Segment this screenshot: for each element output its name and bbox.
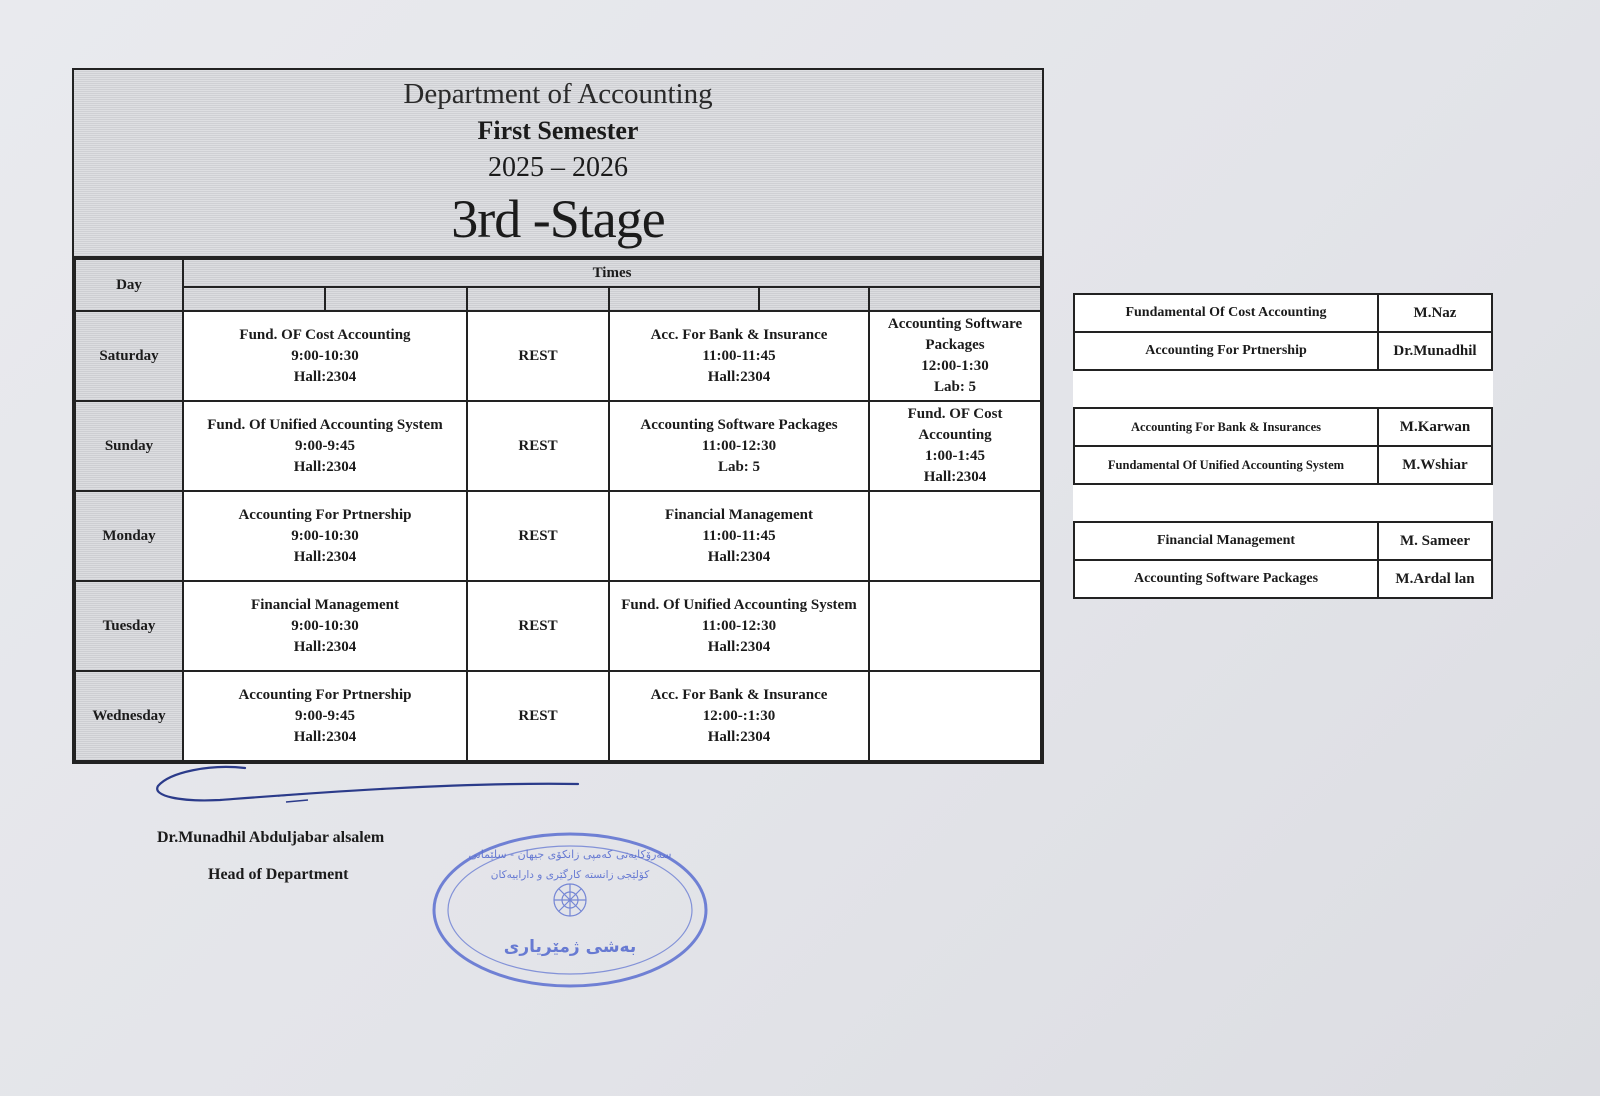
schedule-row-sunday <box>75 401 1041 491</box>
course-name: Fundamental Of Cost Accounting <box>1074 294 1378 332</box>
course-time: 9:00-10:30 <box>291 347 359 364</box>
class-slot <box>609 311 869 401</box>
signer-role: Head of Department <box>208 866 349 883</box>
day-name: Monday <box>75 491 183 581</box>
schedule-table <box>72 68 1044 764</box>
course-room: Hall:2304 <box>923 469 987 485</box>
course-name: Accounting For Prtnership <box>238 506 412 523</box>
course-time: 1:00-1:45 <box>925 448 986 464</box>
class-slot <box>609 671 869 761</box>
course-name: Fund. Of Unified Accounting System <box>621 596 857 613</box>
course-name: Accounting Software Packages <box>640 416 838 433</box>
course-time: 11:00-12:30 <box>701 437 777 454</box>
course-time: 12:00-:1:30 <box>702 707 776 724</box>
schedule-row-tuesday <box>75 581 1041 671</box>
stamp-text-3: بەشی ژمێریاری <box>503 937 637 957</box>
day-name: Sunday <box>75 401 183 491</box>
rest-slot: REST <box>467 491 609 581</box>
rest-slot: REST <box>467 311 609 401</box>
course-name: Fund. Of Unified Accounting System <box>207 416 443 433</box>
course-room: Hall:2304 <box>707 728 771 745</box>
instructor-name: M.Karwan <box>1378 408 1492 446</box>
course-time: 11:00-11:45 <box>702 347 776 364</box>
instructors-table <box>1073 293 1493 599</box>
instructor-row <box>1074 332 1492 370</box>
instructor-name: M. Sameer <box>1378 522 1492 560</box>
course-room: Hall:2304 <box>293 368 357 385</box>
instructor-name: M.Wshiar <box>1378 446 1492 484</box>
department-title: Department of Accounting <box>403 78 713 110</box>
course-name: Acc. For Bank & Insurance <box>650 686 828 703</box>
instructor-row <box>1074 294 1492 332</box>
course-room: Lab: 5 <box>717 458 761 475</box>
handwritten-signature <box>150 760 590 820</box>
instructor-row <box>1074 560 1492 598</box>
course-name: Financial Management <box>1074 522 1378 560</box>
schedule-row-wednesday <box>75 671 1041 761</box>
course-room: Hall:2304 <box>293 638 357 655</box>
course-room: Lab: 5 <box>933 379 977 395</box>
course-room: Hall:2304 <box>293 458 357 475</box>
class-slot <box>183 491 467 581</box>
course-name: Accounting For Prtnership <box>238 686 412 703</box>
course-room: Hall:2304 <box>293 728 357 745</box>
class-slot <box>869 311 1041 401</box>
course-name: Accounting Software Packages <box>1074 560 1378 598</box>
time-subheader <box>609 287 759 311</box>
time-subheader <box>869 287 1041 311</box>
course-time: 9:00-9:45 <box>295 437 355 454</box>
course-name: Accounting Software <box>887 316 1023 332</box>
course-name: Acc. For Bank & Insurance <box>650 326 828 343</box>
stamp-text-2: کۆلێجی زانستە کارگێری و داراییەکان <box>490 869 650 881</box>
course-name: Accounting For Prtnership <box>1074 332 1378 370</box>
times-column-header: Times <box>183 259 1041 287</box>
course-name: Financial Management <box>665 506 813 523</box>
course-name: Fundamental Of Unified Accounting System <box>1074 446 1378 484</box>
class-slot <box>869 401 1041 491</box>
class-slot <box>609 581 869 671</box>
course-room: Hall:2304 <box>707 638 771 655</box>
day-name: Tuesday <box>75 581 183 671</box>
empty-slot <box>869 671 1041 761</box>
class-slot <box>183 311 467 401</box>
course-name: Accounting <box>918 427 992 443</box>
time-subheader <box>467 287 609 311</box>
rest-slot: REST <box>467 581 609 671</box>
course-name: Fund. OF Cost Accounting <box>239 326 411 343</box>
course-name: Fund. OF Cost <box>907 406 1003 422</box>
class-slot <box>609 401 869 491</box>
stage-title: 3rd -Stage <box>451 189 665 249</box>
day-column-header: Day <box>75 259 183 311</box>
empty-slot <box>869 491 1041 581</box>
class-slot <box>183 401 467 491</box>
rest-slot: REST <box>467 401 609 491</box>
rest-slot: REST <box>467 671 609 761</box>
timetable-grid <box>74 258 1042 762</box>
empty-slot <box>869 581 1041 671</box>
day-name: Wednesday <box>75 671 183 761</box>
instructor-row <box>1074 446 1492 484</box>
course-time: 9:00-10:30 <box>291 617 359 634</box>
schedule-row-monday <box>75 491 1041 581</box>
day-name: Saturday <box>75 311 183 401</box>
instructor-name: Dr.Munadhil <box>1378 332 1492 370</box>
class-slot <box>183 581 467 671</box>
course-name: Packages <box>925 337 985 353</box>
table-gap <box>1074 484 1492 522</box>
signer-name: Dr.Munadhil Abduljabar alsalem <box>157 829 385 846</box>
course-time: 9:00-10:30 <box>291 527 359 544</box>
schedule-row-saturday <box>75 311 1041 401</box>
instructor-name: M.Naz <box>1378 294 1492 332</box>
course-name: Accounting For Bank & Insurances <box>1074 408 1378 446</box>
time-subheader <box>183 287 325 311</box>
instructor-name: M.Ardal lan <box>1378 560 1492 598</box>
class-slot <box>183 671 467 761</box>
time-subheader <box>325 287 467 311</box>
course-time: 9:00-9:45 <box>295 707 355 724</box>
schedule-header <box>74 70 1042 258</box>
semester-title: First Semester <box>477 116 639 145</box>
academic-year: 2025 – 2026 <box>488 152 628 183</box>
course-name: Financial Management <box>251 596 399 613</box>
course-room: Hall:2304 <box>293 548 357 565</box>
course-room: Hall:2304 <box>707 368 771 385</box>
course-room: Hall:2304 <box>707 548 771 565</box>
course-time: 11:00-11:45 <box>702 527 776 544</box>
course-time: 11:00-12:30 <box>701 617 777 634</box>
class-slot <box>609 491 869 581</box>
department-stamp <box>428 828 712 992</box>
course-time: 12:00-1:30 <box>921 358 989 374</box>
table-gap <box>1074 370 1492 408</box>
instructor-row <box>1074 408 1492 446</box>
instructor-row <box>1074 522 1492 560</box>
time-subheader <box>759 287 869 311</box>
stamp-text-1: سەرۆکایەتی کەمپی زانکۆی جیهان - سلێمانی <box>468 848 672 861</box>
